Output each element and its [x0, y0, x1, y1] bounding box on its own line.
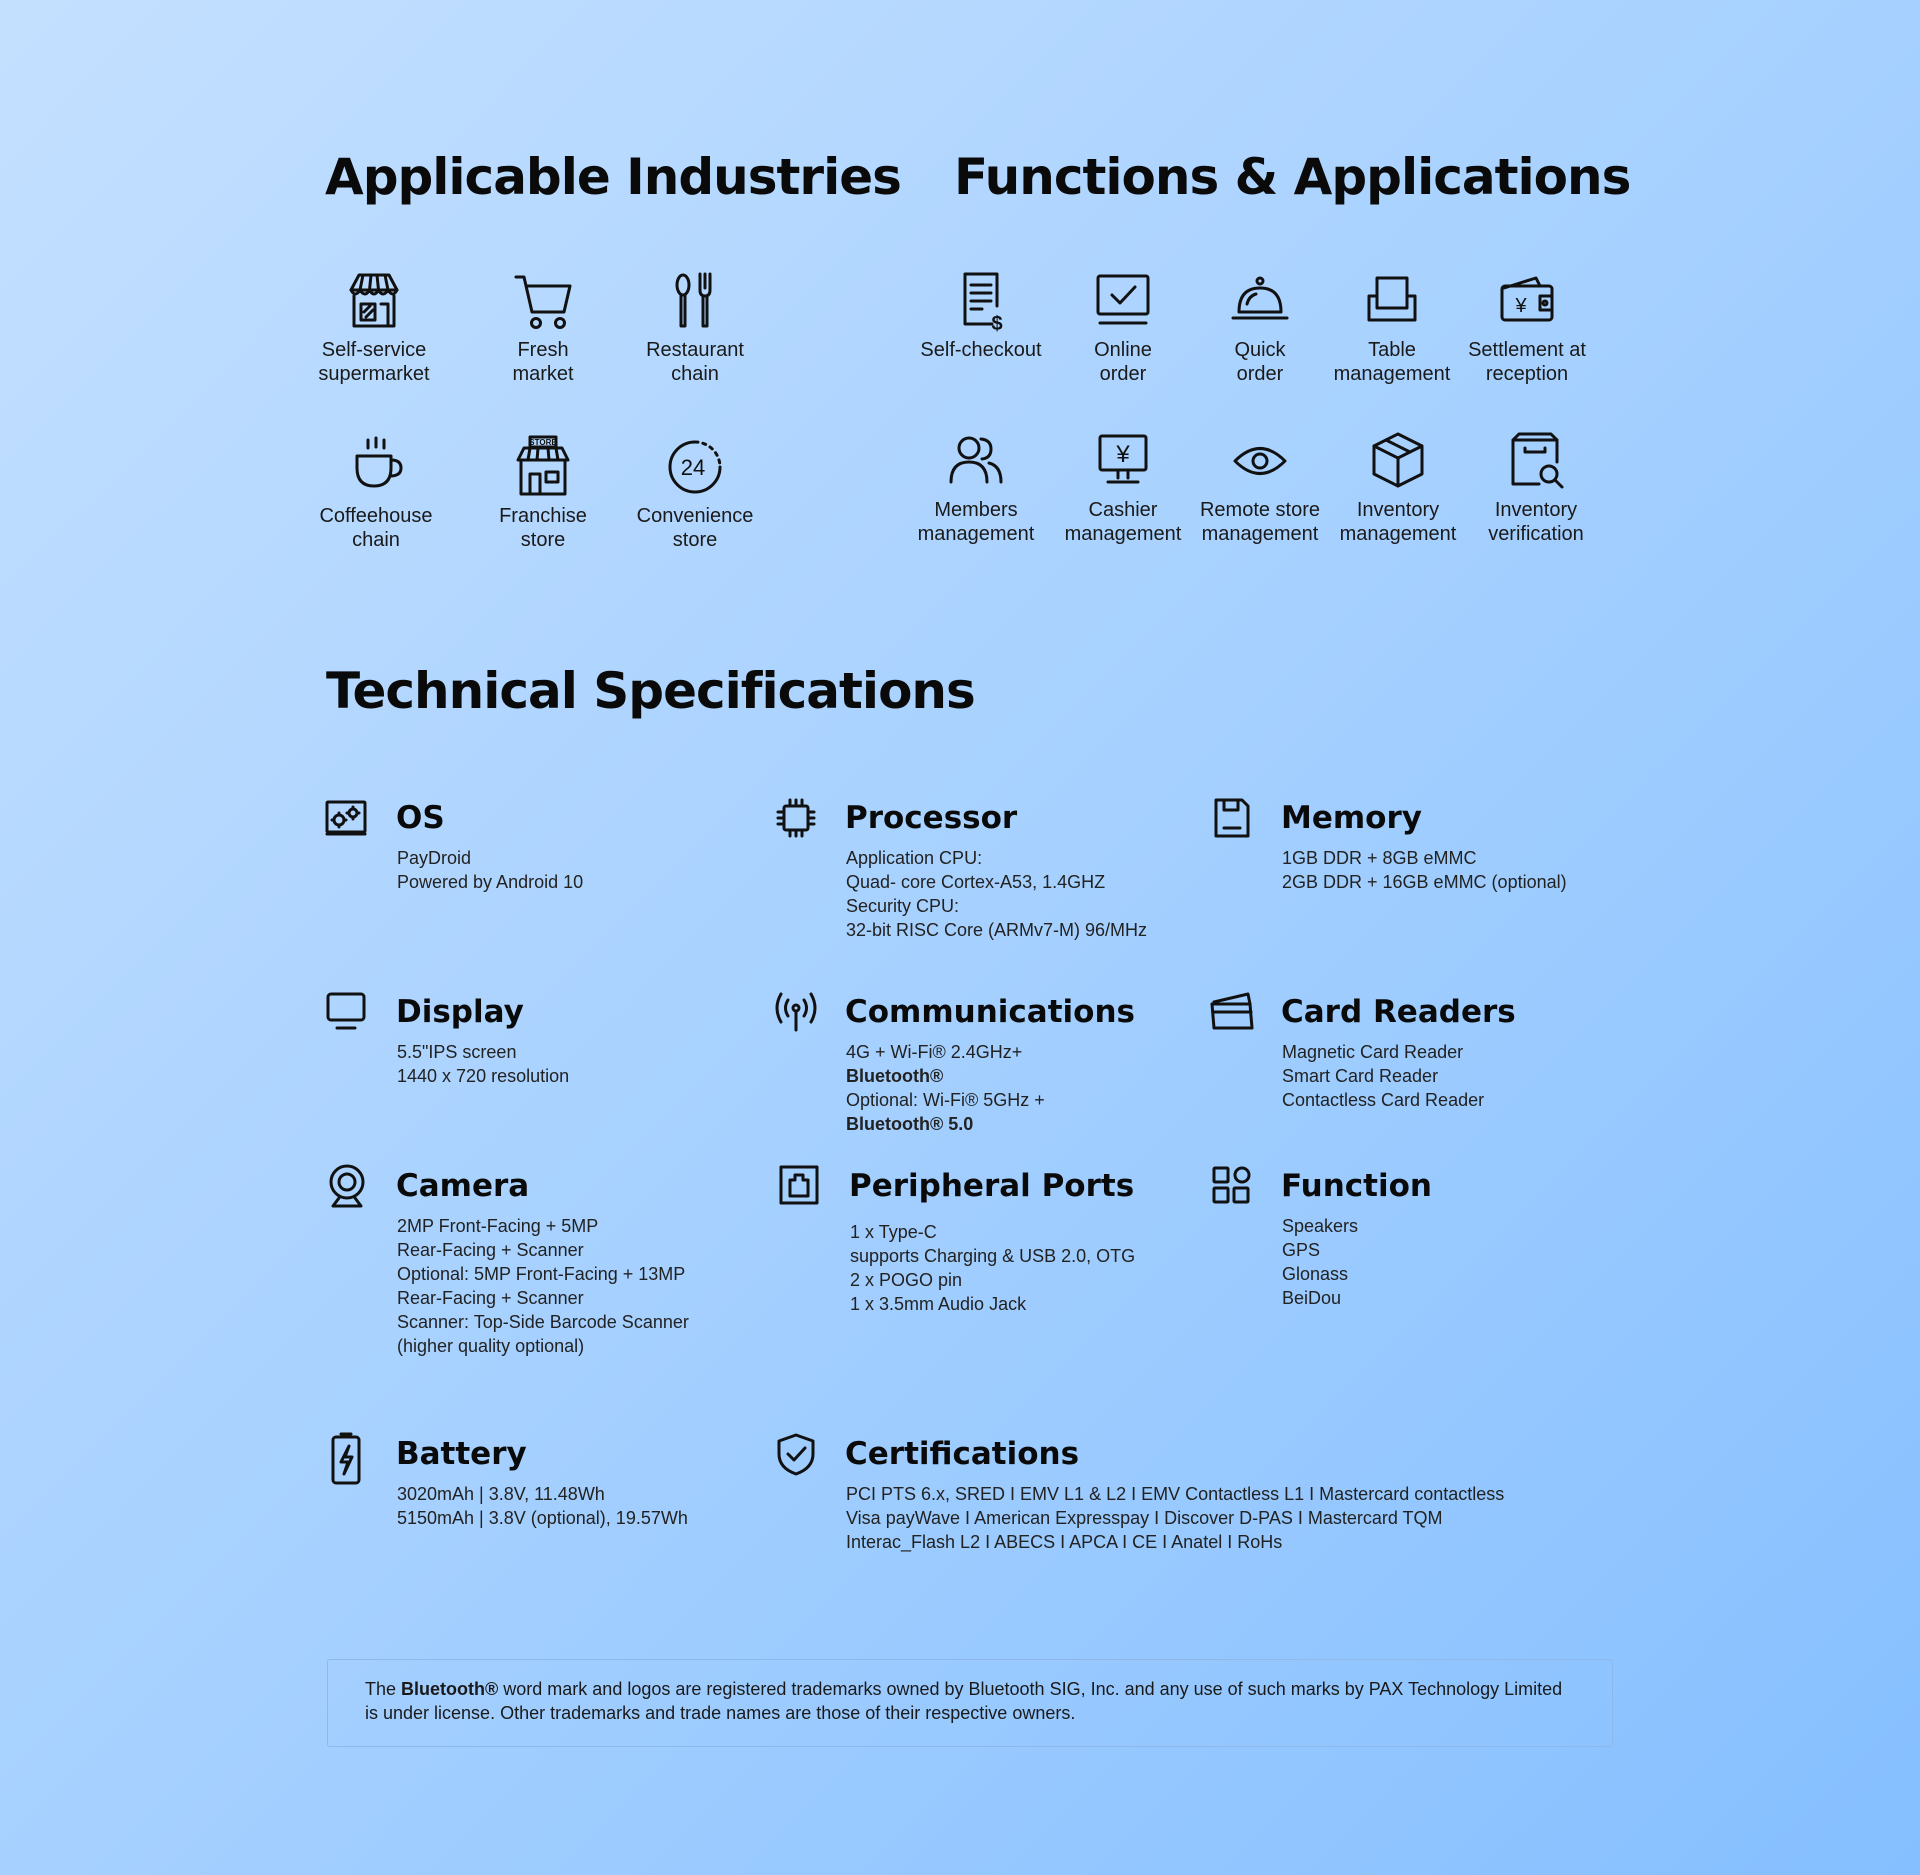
spec-line: Magnetic Card Reader: [1282, 1042, 1464, 1062]
spec-line: Contactless Card Reader: [1282, 1090, 1485, 1110]
tile-label-line1: Self-service: [321, 339, 427, 361]
franchise-store-icon: [510, 434, 576, 500]
spec-line: [846, 1040, 1045, 1088]
shield-check-icon: [774, 1432, 818, 1476]
tile-label-line2: management: [1339, 523, 1457, 545]
shopping-cart-icon: [510, 268, 576, 334]
industry-convenience-store: [617, 434, 773, 552]
spec-line: Smart Card Reader: [1282, 1066, 1439, 1086]
spec-title: Battery: [396, 1436, 527, 1472]
spec-line: 32-bit RISC Core (ARMv7-M) 96/MHz: [846, 920, 1148, 940]
spec-line: 5150mAh | 3.8V (optional), 19.57Wh: [397, 1508, 688, 1528]
tile-label-line1: Inventory: [1356, 499, 1440, 521]
notice-text: word mark and logos are registered trademarks owned by Bluetooth SIG, Inc. and any use of such marks by PAX Technology Limited is under license. Other trademarks and trade names are those of their respective owners.: [365, 1679, 1563, 1723]
tile-label-line1: Convenience: [636, 505, 754, 527]
spec-line: 1GB DDR + 8GB eMMC: [1282, 848, 1477, 868]
spec-title: Camera: [396, 1168, 530, 1204]
battery-charging-icon: [325, 1432, 369, 1476]
tile-label-line1: Quick: [1234, 339, 1286, 361]
clock-24-icon: [662, 434, 728, 500]
spec-line: Speakers: [1282, 1216, 1359, 1236]
bluetooth-mark: Bluetooth®: [846, 1066, 944, 1086]
clock-badge-text: 24: [680, 455, 706, 480]
spec-line: PayDroid: [397, 848, 472, 868]
spec-line: 1 x Type-C: [850, 1222, 937, 1242]
memory-card-icon: [1210, 796, 1254, 840]
ethernet-port-icon: [778, 1164, 822, 1208]
tile-label-line2: management: [1064, 523, 1182, 545]
spec-line: Powered by Android 10: [397, 872, 584, 892]
tile-label-line2: store: [520, 529, 566, 551]
spec-title: Function: [1281, 1168, 1432, 1204]
spec-line: supports Charging & USB 2.0, OTG: [850, 1246, 1136, 1266]
spoon-fork-icon: [662, 268, 728, 334]
spec-title: OS: [396, 800, 445, 836]
function-cashier-management: [1045, 428, 1201, 546]
industry-fresh-market: [465, 268, 621, 386]
spec-line: Application CPU:: [846, 848, 983, 868]
tile-label-line1: Remote store: [1199, 499, 1321, 521]
cashier-monitor-icon: [1090, 428, 1156, 494]
tile-label-line1: Settlement at: [1468, 339, 1586, 361]
tile-label-line1: Online: [1094, 339, 1152, 361]
spec-line: 2GB DDR + 16GB eMMC (optional): [1282, 872, 1567, 892]
tile-label-line1: Members: [934, 499, 1018, 521]
spec-line: 5.5"IPS screen: [397, 1042, 517, 1062]
tile-label-line2: supermarket: [318, 363, 430, 385]
eye-icon: [1227, 428, 1293, 494]
store-sign-text: STORE: [529, 438, 557, 447]
spec-line: Security CPU:: [846, 896, 960, 916]
spec-line: Glonass: [1282, 1264, 1349, 1284]
tile-label-line2: order: [1099, 363, 1147, 385]
spec-line: 1440 x 720 resolution: [397, 1066, 570, 1086]
tile-label-line2: management: [1333, 363, 1451, 385]
tile-label-line1: Cashier: [1088, 499, 1158, 521]
os-gears-icon: [325, 796, 369, 840]
card-reader-icon: [1210, 990, 1254, 1034]
function-inventory-management: [1320, 428, 1476, 546]
spec-line: 3020mAh | 3.8V, 11.48Wh: [397, 1484, 605, 1504]
function-remote-store-management: [1182, 428, 1338, 546]
comm-line1-text: 4G + Wi-Fi® 2.4GHz+: [846, 1042, 1023, 1062]
svg-text:$: $: [991, 313, 1003, 335]
receipt-dollar-icon: [948, 268, 1014, 334]
spec-title: Card Readers: [1281, 994, 1516, 1030]
tile-label-line1: Table: [1368, 339, 1416, 361]
function-table-management: [1314, 268, 1470, 386]
tile-label-line1: Self-checkout: [920, 339, 1042, 361]
spec-line: Visa payWave I American Expresspay I Discover D-PAS I Mastercard TQM: [846, 1508, 1443, 1528]
function-self-checkout: [903, 268, 1059, 362]
tile-label-line1: Fresh: [517, 339, 569, 361]
trademark-notice: [327, 1659, 1613, 1747]
display-monitor-icon: [325, 990, 369, 1034]
function-inventory-verification: [1458, 428, 1614, 546]
spec-title: Certifications: [845, 1436, 1080, 1472]
spec-line: 2 x POGO pin: [850, 1270, 963, 1290]
store-awning-icon: [341, 268, 407, 334]
service-bell-icon: [1227, 268, 1293, 334]
processor-chip-icon: [774, 796, 818, 840]
specs-title: Technical Specifications: [326, 662, 975, 720]
tile-label-line2: chain: [352, 529, 400, 551]
spec-title: Processor: [845, 800, 1018, 836]
function-members-management: [898, 428, 1054, 546]
coffee-cup-icon: [343, 434, 409, 500]
industry-self-service-supermarket: [296, 268, 452, 386]
bluetooth-mark: Bluetooth®: [401, 1679, 499, 1699]
box-icon: [1365, 428, 1431, 494]
wallet-yen-icon: [1494, 268, 1560, 334]
function-online-order: [1045, 268, 1201, 386]
industry-franchise-store: [465, 434, 621, 552]
spec-line: PCI PTS 6.x, SRED I EMV L1 & L2 I EMV Contactless L1 I Mastercard contactless: [846, 1484, 1505, 1504]
spec-line: Scanner: Top-Side Barcode Scanner: [397, 1312, 689, 1332]
tile-label-line2: verification: [1488, 523, 1584, 545]
notice-pre: The: [365, 1679, 402, 1699]
industry-restaurant-chain: [617, 268, 773, 386]
spec-line: Rear-Facing + Scanner: [397, 1288, 584, 1308]
tile-label-line2: market: [512, 363, 574, 385]
spec-line: BeiDou: [1282, 1288, 1342, 1308]
spec-line: Optional: 5MP Front-Facing + 13MP: [397, 1264, 686, 1284]
search-document-icon: [1503, 428, 1569, 494]
spec-line: 1 x 3.5mm Audio Jack: [850, 1294, 1027, 1314]
functions-title: Functions & Applications: [954, 148, 1631, 206]
tile-label-line2: management: [1201, 523, 1319, 545]
antenna-signal-icon: [774, 990, 818, 1034]
spec-line: [846, 1088, 1045, 1136]
spec-line: 2MP Front-Facing + 5MP: [397, 1216, 599, 1236]
spec-line: GPS: [1282, 1240, 1321, 1260]
industry-coffeehouse-chain: [298, 434, 454, 552]
tile-label-line1: Restaurant: [646, 339, 744, 361]
spec-line: Interac_Flash L2 I ABECS I APCA I CE I Anatel I RoHs: [846, 1532, 1283, 1552]
users-icon: [943, 428, 1009, 494]
spec-title: Communications: [845, 994, 1135, 1030]
industries-title: Applicable Industries: [325, 148, 901, 206]
tile-label-line2: management: [917, 523, 1035, 545]
tile-label-line2: chain: [671, 363, 719, 385]
tile-label-line2: store: [672, 529, 718, 551]
tile-label-line2: reception: [1485, 363, 1569, 385]
grid-apps-icon: [1210, 1164, 1254, 1208]
spec-title: Memory: [1281, 800, 1422, 836]
yen-symbol: ¥: [1515, 295, 1527, 317]
tile-label-line1: Inventory: [1494, 499, 1578, 521]
bluetooth-mark: Bluetooth® 5.0: [846, 1114, 974, 1134]
tile-label-line1: Franchise: [499, 505, 587, 527]
webcam-icon: [325, 1164, 369, 1208]
comm-line2-text: Optional: Wi-Fi® 5GHz +: [846, 1090, 1045, 1110]
spec-line: Quad- core Cortex-A53, 1.4GHZ: [846, 872, 1106, 892]
function-settlement-at-reception: [1449, 268, 1605, 386]
yen-symbol: ¥: [1116, 441, 1130, 468]
tile-label-line2: order: [1236, 363, 1284, 385]
spec-line: (higher quality optional): [397, 1336, 585, 1356]
tile-label-line1: Coffeehouse: [319, 505, 433, 527]
spec-title: Display: [396, 994, 524, 1030]
spec-title: Peripheral Ports: [849, 1168, 1135, 1204]
monitor-check-icon: [1090, 268, 1156, 334]
spec-line: Rear-Facing + Scanner: [397, 1240, 584, 1260]
seat-icon: [1359, 268, 1425, 334]
